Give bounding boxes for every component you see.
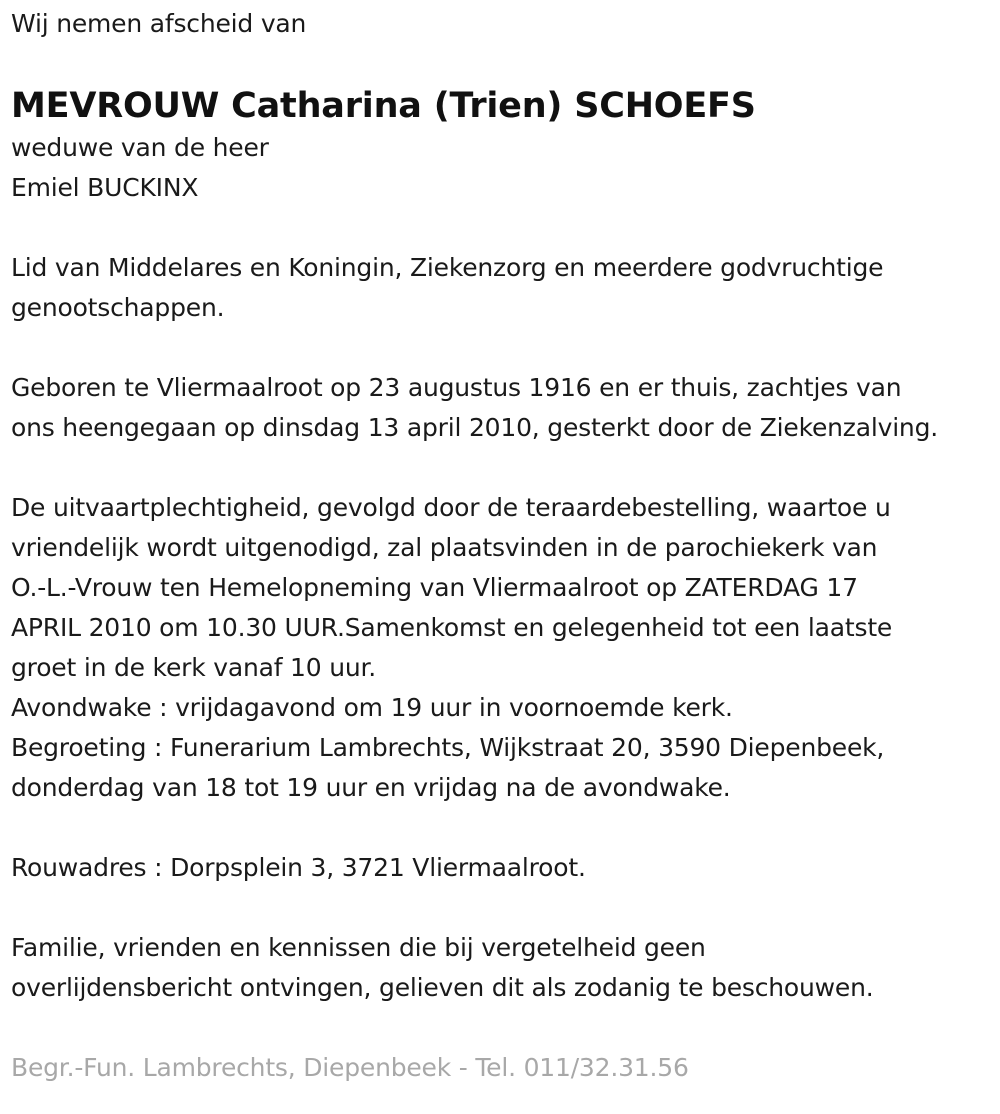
visitation-line: donderdag van 18 tot 19 uur en vrijdag na de avondwake.	[11, 773, 731, 802]
obituary-notice	[0, 4, 1000, 1114]
membership-block	[11, 248, 1000, 328]
closing-line: overlijdensbericht ontvingen, gelieven dit als zodanig te beschouwen.	[11, 973, 874, 1002]
spouse-block	[11, 128, 1000, 208]
membership-line: genootschappen.	[11, 293, 225, 322]
closing-block	[11, 928, 1000, 1008]
birth-death-block	[11, 368, 1000, 448]
visitation-line: Begroeting : Funerarium Lambrechts, Wijkstraat 20, 3590 Diepenbeek,	[11, 733, 885, 762]
ceremony-line: groet in de kerk vanaf 10 uur.	[11, 653, 377, 682]
closing-line: Familie, vrienden en kennissen die bij vergetelheid geen	[11, 933, 706, 962]
mourning-address: Rouwadres : Dorpsplein 3, 3721 Vliermaalroot.	[11, 853, 586, 882]
deceased-name: MEVROUW Catharina (Trien) SCHOEFS	[11, 86, 756, 126]
birth-death-line: Geboren te Vliermaalroot op 23 augustus 1916 en er thuis, zachtjes van	[11, 373, 902, 402]
ceremony-line: vriendelijk wordt uitgenodigd, zal plaatsvinden in de parochiekerk van	[11, 533, 878, 562]
spacer	[11, 808, 1000, 848]
spacer	[11, 888, 1000, 928]
ceremony-block	[11, 488, 1000, 808]
spouse-name: Emiel BUCKINX	[11, 173, 199, 202]
funeral-home-footer: Begr.-Fun. Lambrechts, Diepenbeek - Tel. 011/32.31.56	[11, 1053, 689, 1082]
spacer	[11, 1008, 1000, 1048]
spacer	[11, 448, 1000, 488]
spouse-line: weduwe van de heer	[11, 133, 269, 162]
wake-line: Avondwake : vrijdagavond om 19 uur in voornoemde kerk.	[11, 693, 733, 722]
ceremony-line: O.-L.-Vrouw ten Hemelopneming van Vliermaalroot op ZATERDAG 17	[11, 573, 858, 602]
ceremony-line: APRIL 2010 om 10.30 UUR.Samenkomst en gelegenheid tot een laatste	[11, 613, 893, 642]
intro-text: Wij nemen afscheid van	[11, 9, 307, 38]
birth-death-line: ons heengegaan op dinsdag 13 april 2010, gesterkt door de Ziekenzalving.	[11, 413, 938, 442]
spacer	[11, 328, 1000, 368]
spacer	[11, 208, 1000, 248]
ceremony-line: De uitvaartplechtigheid, gevolgd door de teraardebestelling, waartoe u	[11, 493, 891, 522]
membership-line: Lid van Middelares en Koningin, Ziekenzorg en meerdere godvruchtige	[11, 253, 884, 282]
